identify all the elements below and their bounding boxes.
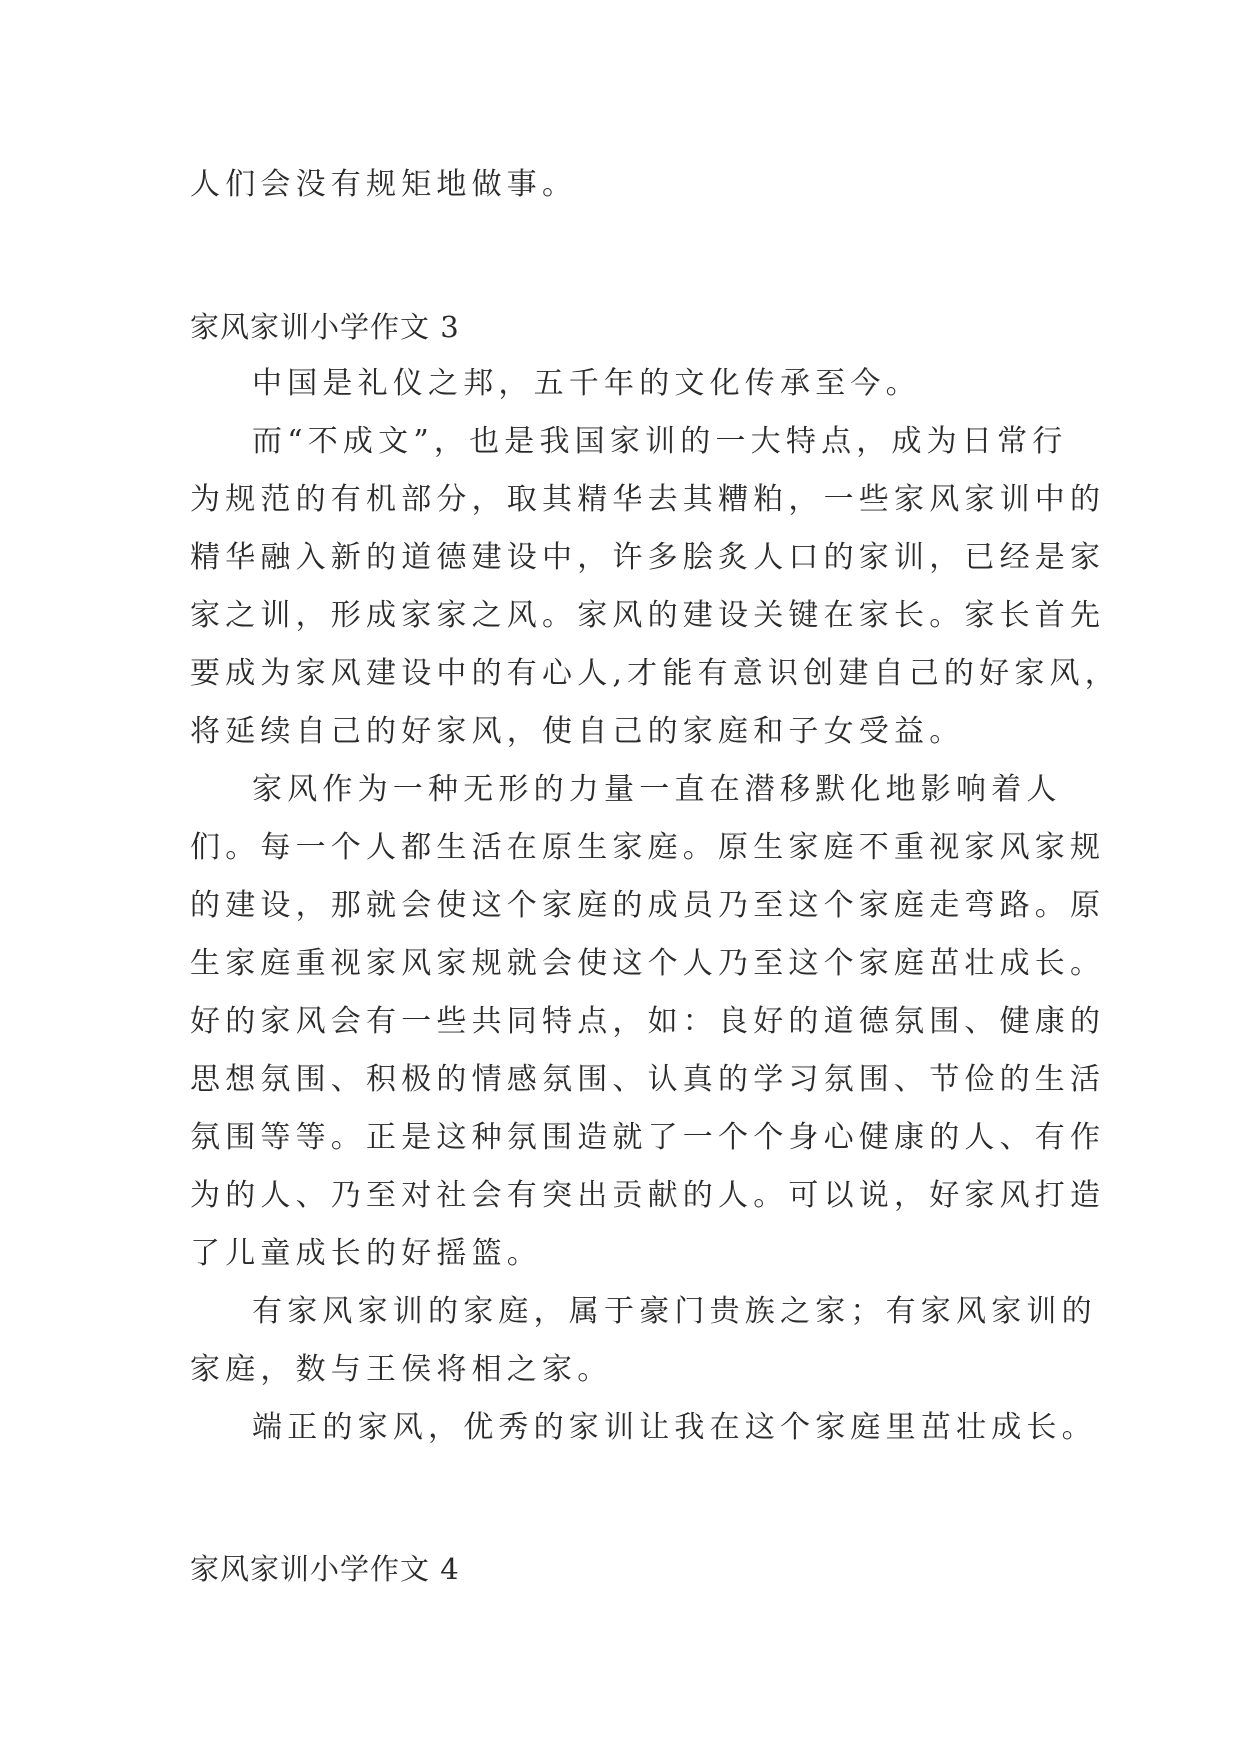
essay-3-line-16: 了儿童成长的好摇篮。 — [190, 1236, 542, 1271]
essay-3-line-2: 而“不成文”，也是我国家训的一大特点，成为日常行 — [252, 424, 1068, 459]
essay-3-line-8: 家风作为一种无形的力量一直在潜移默化地影响着人 — [252, 772, 1062, 807]
essay-3-line-10: 的建设，那就会使这个家庭的成员乃至这个家庭走弯路。原 — [190, 888, 1106, 923]
essay-3-line-11: 生家庭重视家风家规就会使这个人乃至这个家庭茁壮成长。 — [190, 946, 1106, 981]
essay-3-line-6: 要成为家风建设中的有心人,才能有意识创建自己的好家风， — [190, 656, 1120, 691]
essay-3-line-5: 家之训，形成家家之风。家风的建设关键在家长。家长首先 — [190, 598, 1106, 633]
essay-3-line-19: 端正的家风，优秀的家训让我在这个家庭里茁壮成长。 — [252, 1410, 1097, 1445]
essay-3-line-15: 为的人、乃至对社会有突出贡献的人。可以说，好家风打造 — [190, 1178, 1106, 1213]
essay-3-line-13: 思想氛围、积极的情感氛围、认真的学习氛围、节俭的生活 — [190, 1062, 1106, 1097]
essay-3-line-18: 家庭，数与王侯将相之家。 — [190, 1352, 613, 1387]
essay-3-line-17: 有家风家训的家庭，属于豪门贵族之家；有家风家训的 — [252, 1294, 1097, 1329]
continuation-line: 人们会没有规矩地做事。 — [190, 167, 578, 202]
essay-3-line-7: 将延续自己的好家风，使自己的家庭和子女受益。 — [190, 714, 965, 749]
essay-3-line-9: 们。每一个人都生活在原生家庭。原生家庭不重视家风家规 — [190, 830, 1106, 865]
essay-4-title: 家风家训小学作文 4 — [190, 1552, 460, 1586]
essay-3-line-12: 好的家风会有一些共同特点，如：良好的道德氛围、健康的 — [190, 1004, 1106, 1039]
essay-3-line-4: 精华融入新的道德建设中，许多脍炙人口的家训，已经是家 — [190, 540, 1106, 575]
essay-3-title: 家风家训小学作文 3 — [190, 310, 460, 344]
essay-3-line-1: 中国是礼仪之邦，五千年的文化传承至今。 — [252, 366, 921, 401]
essay-3-line-14: 氛围等等。正是这种氛围造就了一个个身心健康的人、有作 — [190, 1120, 1106, 1155]
essay-3-line-3: 为规范的有机部分，取其精华去其糟粕，一些家风家训中的 — [190, 482, 1106, 517]
